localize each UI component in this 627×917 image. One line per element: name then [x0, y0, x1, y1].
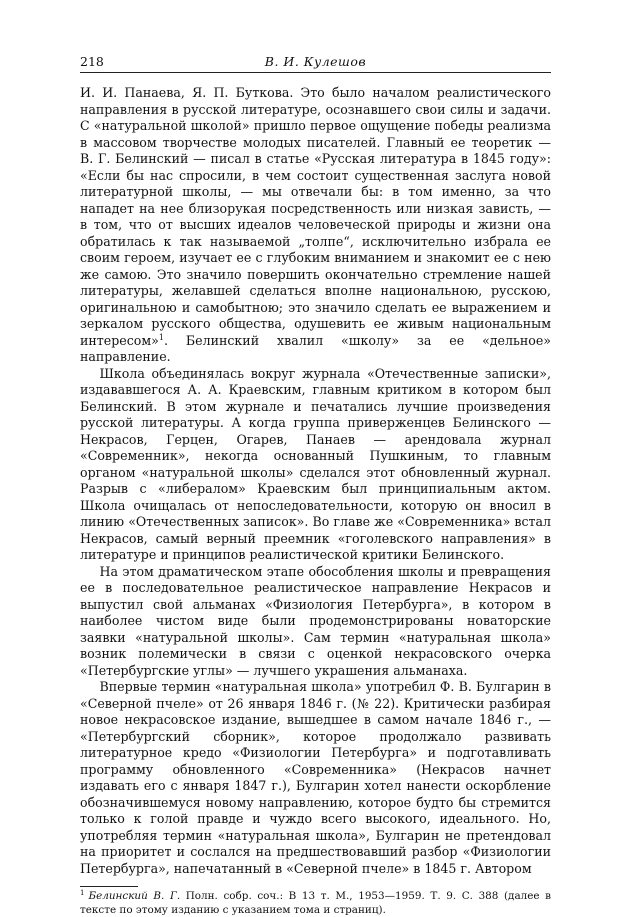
footnote-divider [80, 886, 138, 887]
footnote-reference: 1 [158, 332, 164, 342]
footnote-mark: 1 [80, 888, 85, 897]
main-text [80, 85, 551, 877]
running-head: В. И. Кулешов [264, 54, 367, 69]
paragraph: Школа объединялась вокруг журнала «Отечественные записки», издававшегося А. А. Краевским, главным критиком в котором был Белинский. В этом журнале и печатались лучшие произведения русской литературы. А когда группа приверженцев Белинского — Некрасов, Герцен, Огарев, Панаев — арендовала журнал «Современник», некогда основанный Пушкиным, то главным органом «натуральной школы» сделался этот обновленный журнал. Разрыв с «либералом» Краевским был принципиальным актом. Школа очищалась от непоследовательности, которую он вносил в линию «Отечественных записок». Во главе же «Современника» встал Некрасов, самый верный преемник «гоголевского направления» в литературе и принципов реалистической критики Белинского. [80, 365, 551, 562]
paragraph-text: . Белинский хвалил «школу» за ее «дельное» направление. [80, 332, 551, 364]
footnote [80, 890, 551, 917]
footnote-text: Полн. собр. соч.: В 13 т. М., 1953—1959. Т. 9. С. 388 (далее в тексте по этому изданию с указанием тома и страниц). [80, 890, 551, 916]
paragraph: На этом драматическом этапе обособления школы и превращения ее в последовательное реалистическое направление Некрасов и выпустил свой альманах «Физиология Петербурга», в котором в наиболее чистом виде были продемонстрированы новаторские заявки «натуральной школы». Сам термин «натуральная школа» возник полемически в связи с оценкой некрасовского очерка «Петербургские углы» — лучшего украшения альманаха. [80, 563, 551, 678]
page-header [80, 52, 551, 73]
paragraph [80, 85, 551, 366]
footnote-author: Белинский В. Г. [88, 890, 181, 902]
page-number: 218 [80, 54, 104, 69]
paragraph-text: И. И. Панаева, Я. П. Буткова. Это было началом реалистического направления в русской литературе, осознавшего свои силы и задачи. С «натуральной школой» пришло первое ощущение победы реализма в массовом творчестве молодых писателей. Главный ее теоретик — В. Г. Белинский — писал в статье «Русская литература в 1845 году»: «Если бы нас спросили, в чем состоит существенная заслуга новой литературной школы, — мы отвечали бы: в том именно, за что нападет на нее близорукая посредственность или низкая зависть, — в том, что от высших идеалов человеческой природы и жизни она обратилась к так называемой „толпе“, исключительно избрала ее своим героем, изучает ее с глубоким вниманием и знакомит ее с нею же самою. Это значило повершить окончательно стремление нашей литературы, желавшей сделаться вполне национальною, русскою, оригинальною и самобытною; это значило сделать ее выражением и зеркалом русского общества, одушевить ее живым национальным интересом» [80, 85, 551, 348]
book-page [80, 52, 551, 917]
paragraph: Впервые термин «натуральная школа» употребил Ф. В. Булгарин в «Северной пчеле» от 26 января 1846 г. (№ 22). Критически разбирая новое некрасовское издание, вышедшее в самом начале 1846 г., — «Петербургский сборник», которое продолжало развивать литературное кредо «Физиологии Петербурга» и подготавливать программу обновленного «Современника» (Некрасов начнет издавать его с января 1847 г.), Булгарин хотел нанести оскорбление обозначившемуся новому направлению, которое будто бы стремится только к голой правде и чуждо всего высокого, идеального. Но, употребляя термин «натуральная школа», Булгарин не претендовал на приоритет и сослался на предшествовавший разбор «Физиологии Петербурга», напечатанный в «Северной пчеле» в 1845 г. Автором [80, 679, 551, 876]
